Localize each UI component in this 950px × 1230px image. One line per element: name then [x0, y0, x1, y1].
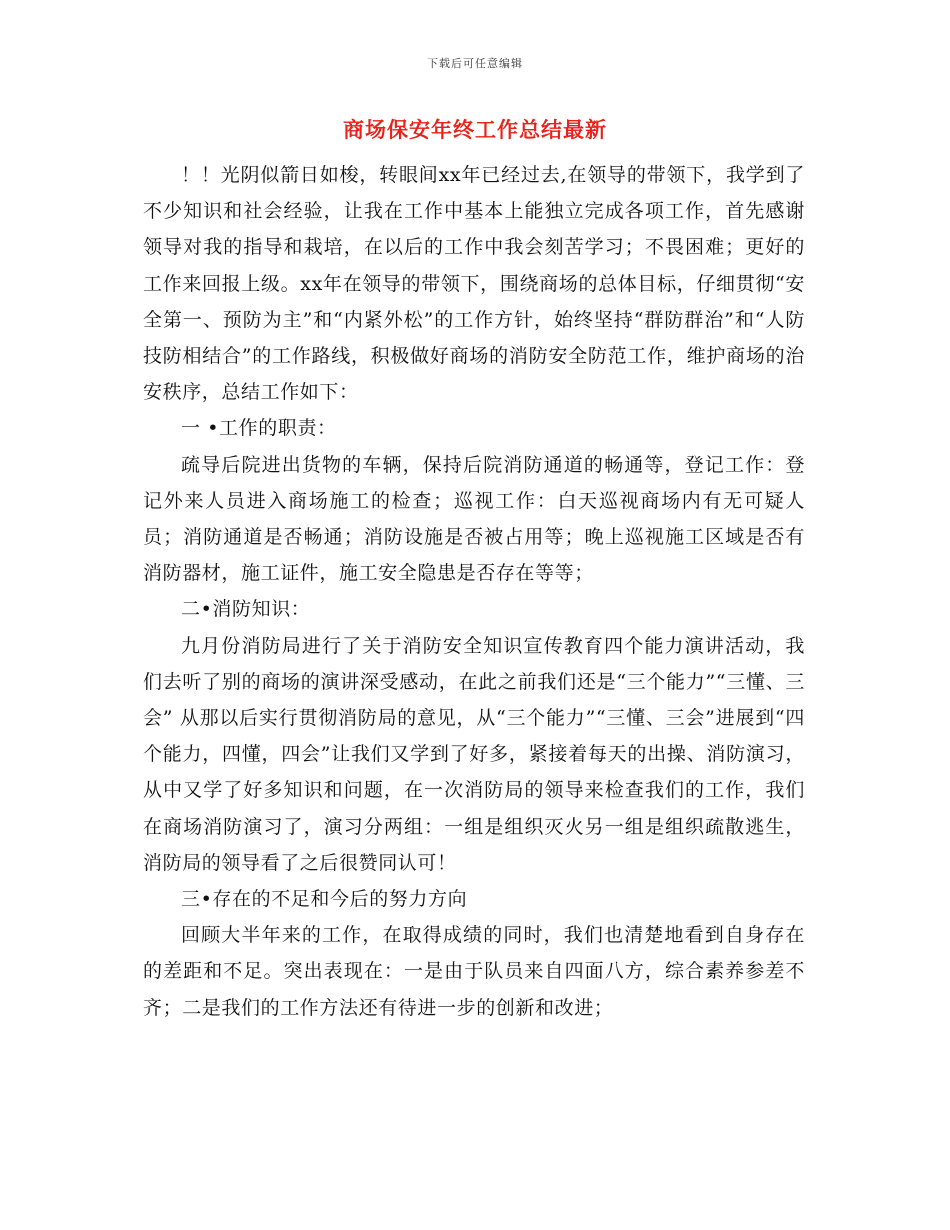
document-title: 商场保安年终工作总结最新 — [343, 117, 607, 142]
section-heading-duties: 一 •工作的职责： — [181, 417, 337, 440]
document-body — [143, 157, 805, 1026]
header-note: 下载后可任意编辑 — [427, 57, 523, 70]
paragraph-fire-knowledge: 九月份消防局进行了关于消防安全知识宣传教育四个能力演讲活动，我们去听了别的商场的演讲深受感动，在此之前我们还是“三个能力”“三懂、三会” 从那以后实行贯彻消防局的意见，从“三个能力”“三懂、三会”进展到“四个能力，四懂，四会”让我们又学到了好多，紧接着每天的出操、消防演习，从中又学了好多知识和问题，在一次消防局的领导来检查我们的工作，我们在商场消防演习了，演习分两组：一组是组织灭火另一组是组织疏散逃生，消防局的领导看了之后很赞同认可！ — [143, 634, 805, 874]
section-heading-fire-knowledge: 二•消防知识： — [181, 598, 311, 621]
paragraph-duties: 疏导后院进出货物的车辆，保持后院消防通道的畅通等，登记工作：登记外来人员进入商场施工的检查；巡视工作：白天巡视商场内有无可疑人员；消防通道是否畅通；消防设施是否被占用等；晚上巡视施工区域是否有消防器材，施工证件，施工安全隐患是否存在等等； — [143, 453, 805, 585]
section-heading-shortcomings: 三•存在的不足和今后的努力方向 — [181, 888, 468, 911]
paragraph-intro: ！！光阴似箭日如梭，转眼间xx年已经过去,在领导的带领下，我学到了不少知识和社会经验，让我在工作中基本上能独立完成各项工作，首先感谢领导对我的指导和栽培，在以后的工作中我会刻苦学习；不畏困难；更好的工作来回报上级。xx年在领导的带领下，围绕商场的总体目标，仔细贯彻“安全第一、预防为主”和“内紧外松”的工作方针，始终坚持“群防群治”和“人防技防相结合”的工作路线，积极做好商场的消防安全防范工作，维护商场的治安秩序，总结工作如下： — [143, 164, 805, 404]
paragraph-shortcomings: 回顾大半年来的工作，在取得成绩的同时，我们也清楚地看到自身存在的差距和不足。突出表现在：一是由于队员来自四面八方，综合素养参差不齐；二是我们的工作方法还有待进一步的创新和改进； — [143, 924, 805, 1019]
